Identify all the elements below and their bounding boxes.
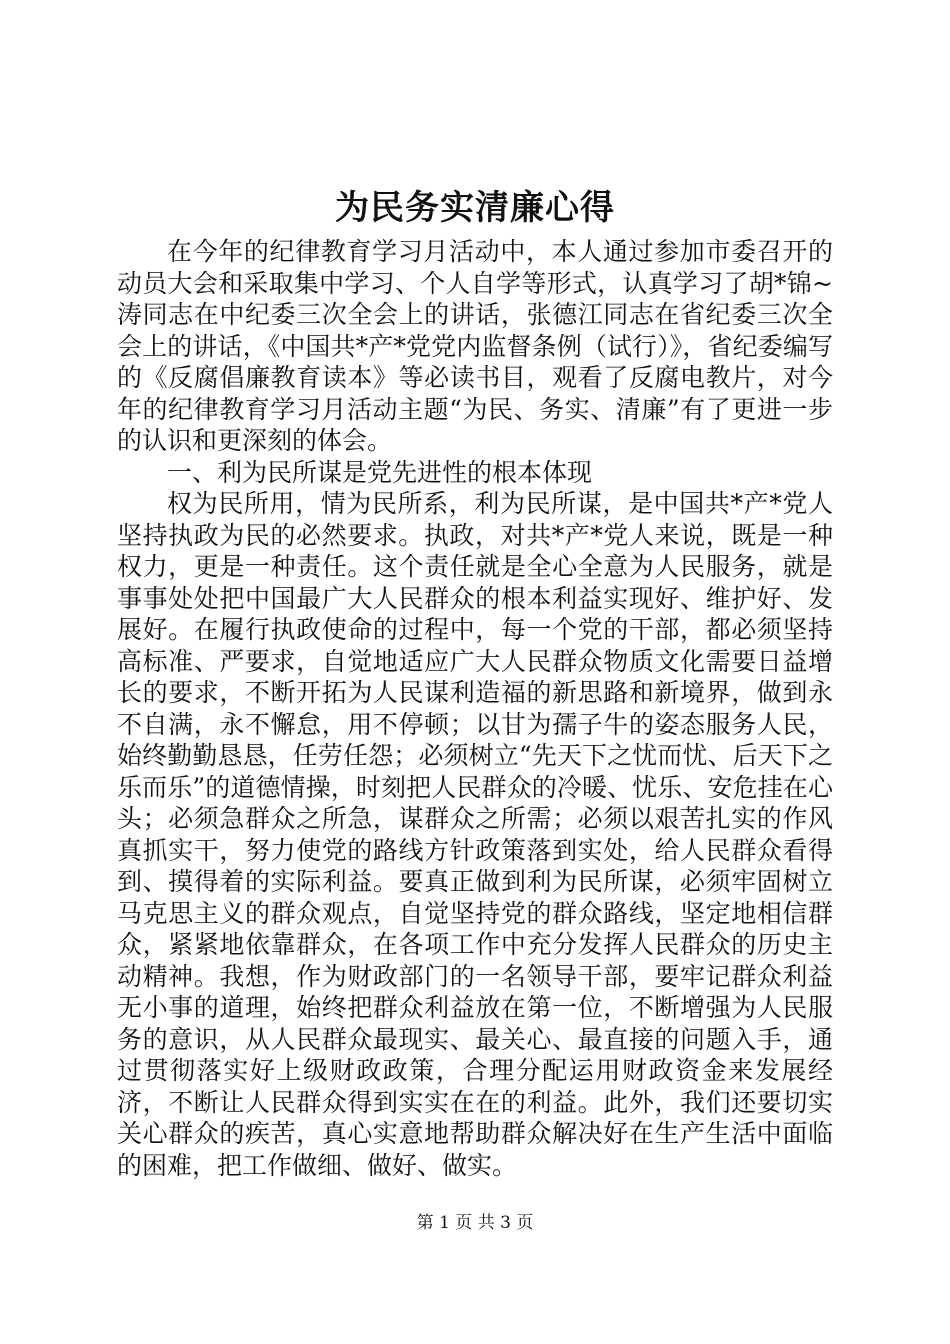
section-heading: 一、利为民所谋是党先进性的根本体现 (167, 457, 593, 487)
page-number-footer: 第 1 页 共 3 页 (416, 1213, 534, 1233)
paragraph-intro: 在今年的纪律教育学习月活动中，本人通过参加市委召开的动员大会和采取集中学习、个人自学等形式，认真学习了胡*锦~涛同志在中纪委三次全会上的讲话，张德江同志在省纪委三次全会上的讲话，《中国共*产*党党内监督条例（试行）》，省纪委编写的《反腐倡廉教育读本》等必读书目，观看了反腐电教片，对今年的纪律教育学习月活动主题“为民、务实、清廉”有了更进一步的认识和更深刻的体会。 (117, 237, 833, 455)
paragraph-section-1: 权为民所用，情为民所系，利为民所谋，是中国共*产*党人坚持执政为民的必然要求。执政，对共*产*党人来说，既是一种权力，更是一种责任。这个责任就是全心全意为人民服务，就是事事处处把中国最广大人民群众的根本利益实现好、维护好、发展好。在履行执政使命的过程中，每一个党的干部，都必须坚持高标准、严要求，自觉地适应广大人民群众物质文化需要日益增长的要求，不断开拓为人民谋利造福的新思路和新境界，做到永不自满，永不懈怠，用不停顿；以甘为孺子牛的姿态服务人民，始终勤勤恳恳，任劳任怨；必须树立“先天下之忧而忧、后天下之乐而乐”的道德情操，时刻把人民群众的冷暖、忧乐、安危挂在心头；必须急群众之所急，谋群众之所需；必须以艰苦扎实的作风真抓实干，努力使党的路线方针政策落到实处，给人民群众看得到、摸得着的实际利益。要真正做到利为民所谋，必须牢固树立马克思主义的群众观点，自觉坚持党的群众路线，坚定地相信群众，紧紧地依靠群众，在各项工作中充分发挥人民群众的历史主动精神。我想，作为财政部门的一名领导干部，要牢记群众利益无小事的道理，始终把群众利益放在第一位，不断增强为人民服务的意识，从人民群众最现实、最关心、最直接的问题入手，通过贯彻落实好上级财政政策，合理分配运用财政资金来发展经济，不断让人民群众得到实实在在的利益。此外，我们还要切实关心群众的疾苦，真心实意地帮助群众解决好在生产生活中面临的困难，把工作做细、做好、做实。 (117, 489, 833, 1180)
document-body (117, 236, 833, 1181)
document-title: 为民务实清廉心得 (335, 188, 615, 228)
